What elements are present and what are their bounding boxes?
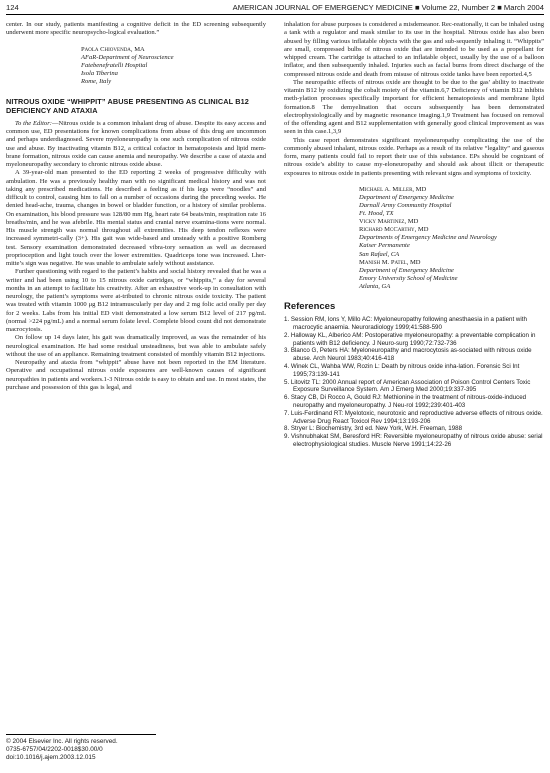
reference-item: 8. Stryer L: Biochemistry, 3rd ed. New York, W.H. Freeman, 1988 [284, 425, 463, 433]
body-paragraph: A 39-year-old man presented to the ED reporting 2 weeks of progressive difficulty with ambulation. He was a previously healthy man with no significant medical history and was not taking any prescribed medications. He described a feeling as if his legs were “noodles” and difficult to control, causing him to fall on a number of occasions during the preceding weeks. He denied head-ache, trauma, changes in bowel or bladder function, or a history of similar problems. On examination, his blood pressure was 128/80 mm Hg, heart rate 64 beats/min, respiration rate 16 breaths/min, and he was afebrile. His mental status and cranial nerve examina-tions were normal. His muscle strength was normal throughout all extremities. His deep tendon reflexes were increased symmetri-cally (3+). His gait was wide-based and unsteady with a positive Romberg test. Sensory examination demonstrated decreased vibra-tory sensation as well as decreased proprioception and light touch over the lower extremities. Quadriceps tone was increased. Lher-mitte’s sign was negative. He was unable to ambulate safely without assistance. [6, 169, 266, 268]
affiliation-line: Kaiser Permanente [359, 242, 410, 250]
body-paragraph: This case report demonstrates significant myeloneuropathy complicating the use of the commonly abused inhalant, nitrous oxide. Perhaps as a result of its relative “legality” and gaseous form, many patients could fail to report their use of this substance. EPs should be cognizant of nitrous oxide’s ability to cause my-eloneuropathy and should ask about illicit or therapeutic exposures to nitrous oxide in patients presenting with relevant signs and symptoms of toxicity. [284, 136, 544, 177]
intro-paragraph: center. In our study, patients manifesting a cognitive deficit in the ED screening subsequently underwent more specific neuropsycho-logical evaluation.” [6, 21, 266, 37]
affiliation-line: AFaR-Department of Neuroscience [81, 53, 174, 61]
body-paragraph: On follow up 14 days later, his gait was dramatically improved, as was the remainder of his neurological examination. He had some residual unsteadiness, but was able to ambulate safely without the use of an appliance. Remaining treatment consisted of monthly vitamin B12 injections. [6, 334, 266, 358]
left-column [6, 21, 266, 392]
reference-item: 3. Blanco G, Peters HA: Myeloneuropathy and macrocytosis as-sociated with nitrous oxide abuse. Arch Neurol 1983;40:416-418 [284, 347, 532, 363]
page-number: 124 [6, 3, 19, 12]
doi: doi:10.1016/j.ajem.2003.12.015 [6, 753, 96, 761]
journal-title: AMERICAN JOURNAL OF EMERGENCY MEDICINE ■ Volume 22, Number 2 ■ March 2004 [232, 3, 544, 12]
article-title: NITROUS OXIDE “WHIPPIT” ABUSE PRESENTING AS CLINICAL B12 DEFICIENCY AND ATAXIA [6, 96, 249, 115]
reference-item: 1. Session RM, Ions Y, Millo AC: Myeloneuropathy following anesthaesia in a patient with macrocytic anaemia. Neuroradiology 1999;41:588-590 [284, 316, 527, 332]
affiliation-line: Isola Tiberina [81, 69, 118, 77]
author-name: Manish M. Patel, MD [359, 258, 421, 266]
affiliation-line: San Rafael, CA [359, 250, 400, 258]
body-paragraph: Neuropathy and ataxia from “whippit” abuse have not been reported in the EM literature. Operative and occupational nitrous oxide exposures are well-known causes of significant neuropathies in patients and workers.1-3 Nitrous oxide is easy to obtain and use. In most states, the purchase and possession of this gas is legal, and [6, 359, 266, 391]
affiliation-line: Darnall Army Community Hospital [359, 201, 452, 209]
affiliation-line: Atlanta, GA [359, 282, 391, 290]
affiliation-line: Rome, Italy [81, 77, 112, 85]
footer-rule [6, 734, 156, 735]
issn: 0735-6757/04/2202-0018$30.00/0 [6, 745, 103, 753]
running-header [6, 2, 544, 15]
author-name: Michael A. Miller, MD [359, 185, 427, 193]
body-paragraph: Further questioning with regard to the patient’s habits and social history revealed that he was a writer and had been using 10 to 15 nitrous oxide cartridges, or “whippits,” a day for several months in an attempt to facilitate his creativity. After an exhaustive work-up in consultation with neurology, the patient’s symptoms were at-tributed to chronic nitrous oxide toxicity. The patient was treated with vitamin 1000 μg B12 intramuscularly per day and 2 mg folic acid orally per day for 2 weeks. Labs from his initial ED visit demonstrated a low serum B12 level of 217 pg/mL (normal >224 pg/mL) and a normal serum folate level. Complete blood count did not demonstrate macrocytosis. [6, 268, 266, 334]
editor-lead: To the Editor: [15, 119, 52, 127]
references-heading: References [284, 300, 336, 312]
reference-list [284, 316, 544, 449]
signature-block-1 [81, 46, 266, 86]
right-column [284, 21, 544, 449]
affiliation-line: Department of Emergency Medicine [359, 193, 454, 201]
author-name: Richard McCarthy, MD [359, 226, 429, 234]
reference-item: 4. Winek CL, Wahba WW, Rozin L: Death by nitrous oxide inha-lation. Forensic Sci Int 1995;73:139-141 [284, 363, 520, 378]
signature-block-2 [359, 186, 544, 291]
body-paragraph: inhalation for abuse purposes is considered a misdemeanor. Rec-reationally, it can be inhaled using a tank with a regulator and mask similar to its use in the hospital. Nitrous oxide has also been abused by filling various inflatable objects with the gas and sub-sequently inhaling it. “Whippits” are small, compressed bulbs of nitrous oxide that are intended to be used as a propellant for whipped cream. The cartridge is attached to an inflatable object, usually by the use of a balloon inflator, and then subsequently inhaled. Injuries such as facial burns from direct discharge of the compressed nitrous oxide and death from misuse of nitrous oxide tanks have been reported.4,5 [284, 21, 544, 78]
affiliation-line: Emory University School of Medicine [359, 274, 458, 282]
copyright: © 2004 Elsevier Inc. All rights reserved. [6, 738, 118, 745]
affiliation-line: Departments of Emergency Medicine and Neurology [359, 234, 497, 242]
reference-item: 6. Stacy CB, Di Rocco A, Gould RJ: Methionine in the treatment of nitrous-oxide-induced neuropathy and myeloneuropathy. J Neu-rol 1992;239:401-403 [284, 394, 527, 409]
body-paragraph: The neuropathic effects of nitrous oxide are thought to be due to the gas’ ability to inactivate vitamin B12 by oxidizing the cobalt moiety of the vitamin.6,7 Deficiency of vitamin B12 inhibits meth-ylation processes specifically important for efficient hematopoiesis and membrane lipid formation.8 The demyelination that occurs subsequently has been demonstrated electrophysiologically and by magnetic resonance imaging.1,9 Treatment has focused on removal of the offending agent and B12 supplementation with generally good clinical improvement as was seen in this case.1,3,9 [284, 78, 544, 136]
reference-item: 2. Halloway KL, Alberico AM: Postoperative myeloneuropathy: a preventable complication in patients with B12 deficiency. J Neuro-surg 1990;72:732-736 [284, 331, 536, 347]
reference-item: 9. Vishnubhakat SM, Beresford HR: Reversible myeloneuropathy of nitrous oxide abuse: serial electrophysiological studies. Muscle Nerve 1991;14:22-26 [284, 433, 543, 448]
body-paragraph: To the Editor:—Nitrous oxide is a common inhalant drug of abuse. Despite its easy access and common use, ED presentations for known complications from abuse of this drug are uncommon and perhaps underdiagnosed. Severe myeloneuropathy is one such complication of nitrous oxide use and abuse. By inactivating vitamin B12, a critical cofactor in hematopoiesis and lipid mem-brane formation, nitrous oxide can cause anemia and neuropathy. We describe a case of ataxia and myeloneuropathy secondary to chronic nitrous oxide abuse. [6, 119, 266, 169]
reference-item: 7. Luis-Ferdinand RT: Myelotoxic, neurotoxic and reproductive adverse effects of nitrous oxide. Adverse Drug React Toxicol Rev 1994;13:193-206 [284, 409, 543, 425]
affiliation-line: Department of Emergency Medicine [359, 266, 454, 274]
footer [6, 738, 206, 761]
affiliation-line: Ft. Hood, TX [359, 210, 394, 218]
reference-item: 5. Litovitz TL: 2000 Annual report of American Association of Poison Control Centers Toxic Exposure Surveillance System. Am J Emerg Med 2000;19:337-395 [284, 378, 531, 394]
affiliation-line: Fatebenefratelli Hospital [81, 61, 148, 69]
author-name: Paola Chiovenda, MA [81, 45, 145, 53]
author-name: Vicky Martinez, MD [359, 218, 419, 226]
